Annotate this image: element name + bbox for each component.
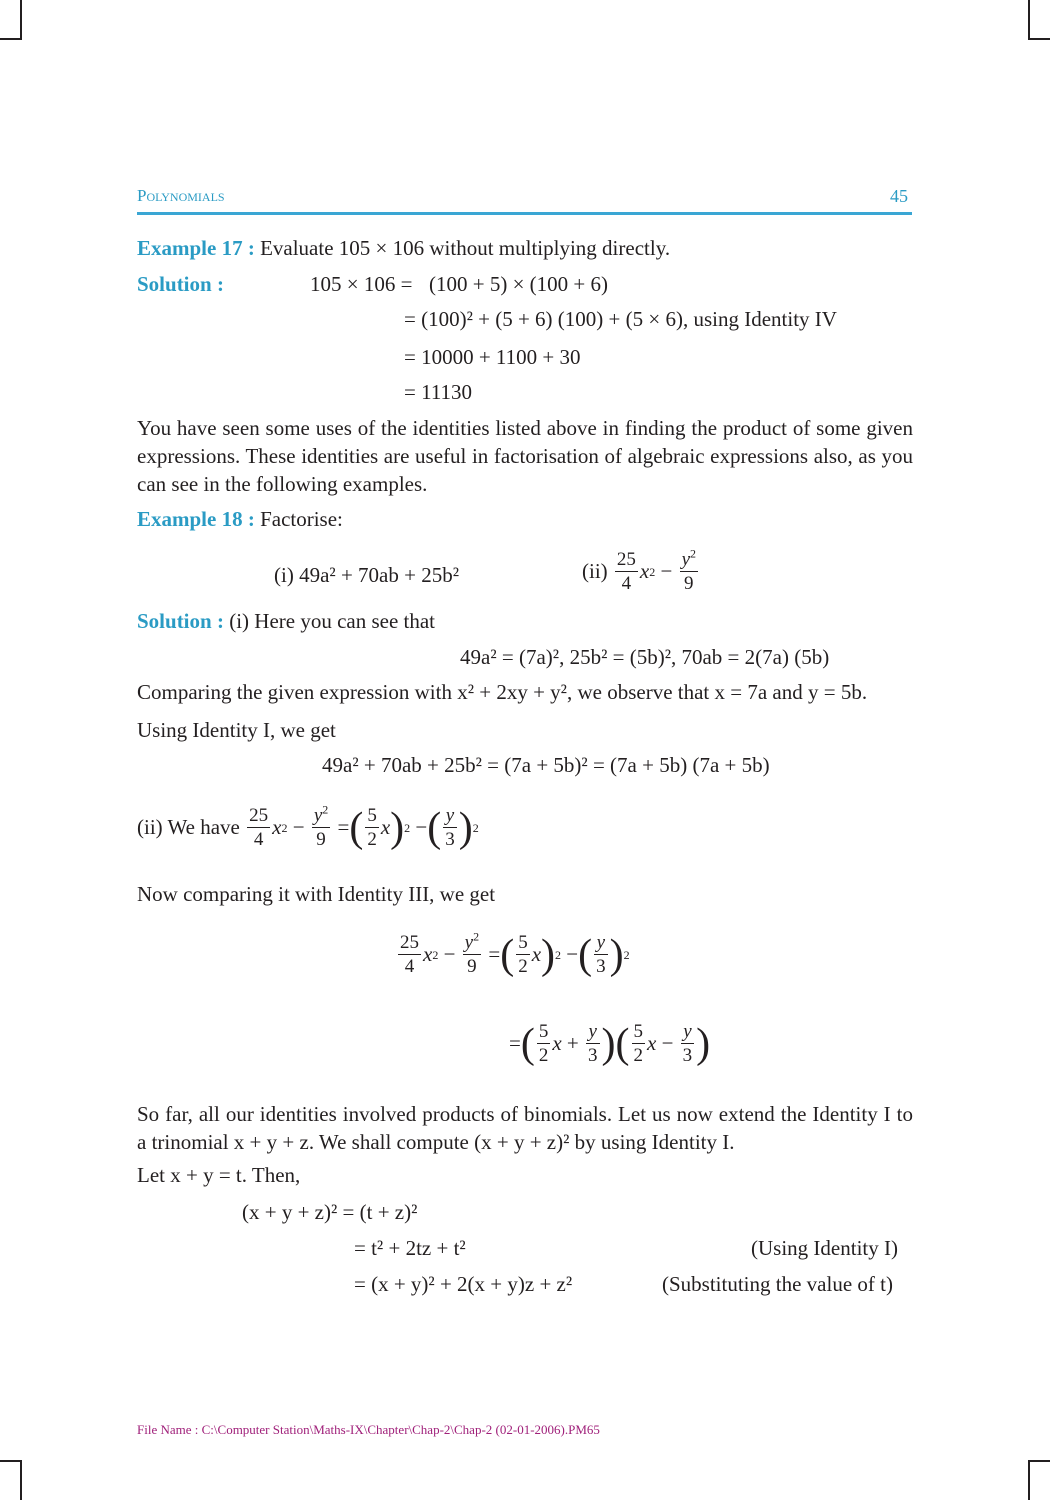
crop-mark-bottom-right	[1028, 1460, 1030, 1500]
eq-squares: 49a² = (7a)², 25b² = (5b)², 70ab = 2(7a) (5b)	[460, 645, 830, 669]
crop-mark-bottom-left	[20, 1460, 22, 1500]
ex17-line1-rhs: (100 + 5) × (100 + 6)	[429, 272, 609, 296]
now-comparing-line: Now comparing it with Identity III, we get	[137, 882, 496, 906]
example-18-label: Example 18 :	[137, 507, 255, 531]
file-name-footer: File Name : C:\Computer Station\Maths-IX\Chapter\Chap-2\Chap-2 (02-01-2006).PM65	[137, 1422, 600, 1437]
let-line: Let x + y = t. Then,	[137, 1163, 301, 1187]
part-ii-expression: (ii) $\frac{25}{4}$ x 2 − $\frac{y^2}{9}$	[582, 546, 697, 594]
fraction-y2-over-9: $\frac{y^2}{9}$	[681, 546, 697, 594]
crop-mark-top-left	[20, 0, 22, 40]
crop-mark-top-right	[1028, 38, 1050, 40]
solution-18-label: Solution :	[137, 609, 224, 633]
running-header: Polynomials	[137, 186, 225, 205]
trinomial-eq1: (x + y + z)² = (t + z)²	[242, 1200, 418, 1224]
example-17-text: Evaluate 105 × 106 without multiplying directly.	[260, 236, 671, 260]
identity-three-eq2: = ( $\frac{5}{2}$ x + $\frac{y}{3}$ )( $\frac{5}{2}$ x − $\frac{y}{3}$ )	[509, 1020, 711, 1067]
paragraph-trinomial: So far, all our identities involved products of binomials. Let us now extend the Identity I to a trinomial x + y + z. We shall compute (x + y + z)² by using Identity I.	[137, 1102, 913, 1154]
part-ii-label: (ii)	[582, 559, 608, 583]
we-have-label: (ii) We have	[137, 815, 240, 839]
ex17-line4: = 11130	[404, 380, 473, 404]
ex17-line3: = 10000 + 1100 + 30	[404, 345, 581, 369]
comparing-line: Comparing the given expression with x² + 2xy + y², we observe that x = 7a and y = 5b.	[137, 680, 868, 704]
example-17-label: Example 17 :	[137, 236, 255, 260]
crop-mark-top-right	[1028, 0, 1030, 40]
fraction-25-over-4: $\frac{25}{4}$	[616, 549, 636, 594]
solution-18-intro: (i) Here you can see that	[229, 609, 436, 633]
crop-mark-top-left	[0, 38, 22, 40]
trinomial-eq2-note: (Using Identity I)	[751, 1236, 898, 1260]
identity-three-eq1: $\frac{25}{4}$ x 2 − $\frac{y^2}{9}$ = ( $\frac{5}{2}$ x ) 2 − ( $\frac{y}{3}$ ) 2	[400, 929, 630, 978]
crop-mark-bottom-left	[0, 1460, 22, 1462]
trinomial-eq2: = t² + 2tz + t²	[354, 1236, 466, 1260]
trinomial-eq3: = (x + y)² + 2(x + y)z + z²	[354, 1272, 573, 1296]
crop-mark-bottom-right	[1028, 1460, 1050, 1462]
part-i-expression: (i) 49a² + 70ab + 25b²	[274, 563, 459, 587]
trinomial-eq3-note: (Substituting the value of t)	[662, 1272, 893, 1296]
ex17-line1-lhs: 105 × 106 =	[310, 272, 413, 296]
solution-17-label: Solution :	[137, 272, 224, 296]
example-18-text: Factorise:	[260, 507, 343, 531]
paragraph-identities-uses: You have seen some uses of the identities listed above in finding the product of some given expressions. These identities are useful in factorisation of algebraic expressions also, as you can see in the following examples.	[137, 416, 913, 496]
page-number: 45	[890, 186, 908, 206]
eq-identity-one: 49a² + 70ab + 25b² = (7a + 5b)² = (7a + 5b) (7a + 5b)	[322, 753, 770, 777]
part-ii-we-have: (ii) We have $\frac{25}{4}$ x 2 − $\frac{y^2}{9}$ = ( $\frac{5}{2}$ x ) 2 − ( $\frac{y}{3}$ ) 2	[137, 802, 479, 851]
header-rule	[137, 212, 912, 215]
using-identity-line: Using Identity I, we get	[137, 718, 336, 742]
solution-18	[137, 609, 435, 634]
example-18	[137, 507, 343, 532]
example-17	[137, 236, 670, 261]
ex17-line2: = (100)² + (5 + 6) (100) + (5 × 6), using Identity IV	[404, 307, 837, 331]
